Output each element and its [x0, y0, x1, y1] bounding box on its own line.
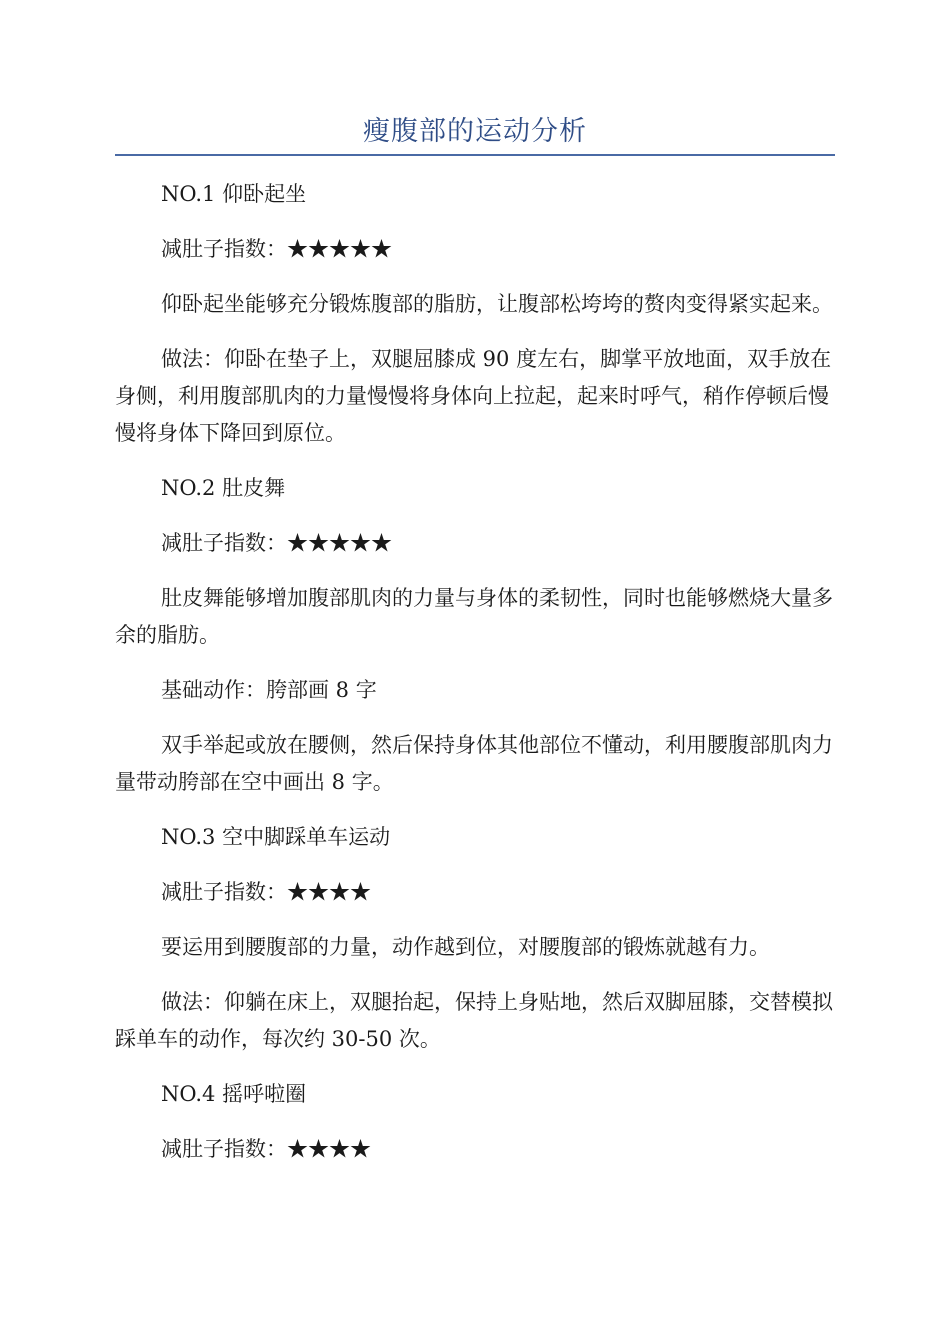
section-heading-sit-ups: NO.1 仰卧起坐	[161, 182, 307, 206]
section-heading-hula-hoop: NO.4 摇呼啦圈	[161, 1082, 307, 1106]
paragraph-air-cycling-method: 做法：仰躺在床上，双腿抬起，保持上身贴地，然后双脚屈膝，交替模拟踩单车的动作，每次约 30-50 次。	[115, 990, 833, 1051]
page-title: 瘦腹部的运动分析	[363, 116, 587, 147]
rating-air-cycling: 减肚子指数：★★★★	[161, 880, 371, 904]
document-body	[115, 176, 835, 1186]
paragraph-belly-dance-benefit: 肚皮舞能够增加腹部肌肉的力量与身体的柔韧性，同时也能够燃烧大量多余的脂肪。	[115, 586, 833, 647]
paragraph-belly-dance-basic-move: 基础动作：胯部画 8 字	[161, 678, 377, 702]
paragraph-sit-ups-method: 做法：仰卧在垫子上，双腿屈膝成 90 度左右，脚掌平放地面，双手放在身侧，利用腹部肌肉的力量慢慢将身体向上拉起，起来时呼气，稍作停顿后慢慢将身体下降回到原位。	[115, 347, 832, 445]
paragraph-sit-ups-benefit: 仰卧起坐能够充分锻炼腹部的脂肪，让腹部松垮垮的赘肉变得紧实起来。	[161, 292, 833, 316]
section-heading-belly-dance: NO.2 肚皮舞	[161, 476, 286, 500]
rating-hula-hoop: 减肚子指数：★★★★	[161, 1137, 371, 1161]
rating-sit-ups: 减肚子指数：★★★★★	[161, 237, 392, 261]
paragraph-air-cycling-benefit: 要运用到腰腹部的力量，动作越到位，对腰腹部的锻炼就越有力。	[161, 935, 770, 959]
title-underline	[115, 154, 835, 156]
section-heading-air-cycling: NO.3 空中脚踩单车运动	[161, 825, 391, 849]
paragraph-belly-dance-method: 双手举起或放在腰侧，然后保持身体其他部位不懂动，利用腰腹部肌肉力量带动胯部在空中画出 8 字。	[115, 733, 833, 794]
rating-belly-dance: 减肚子指数：★★★★★	[161, 531, 392, 555]
